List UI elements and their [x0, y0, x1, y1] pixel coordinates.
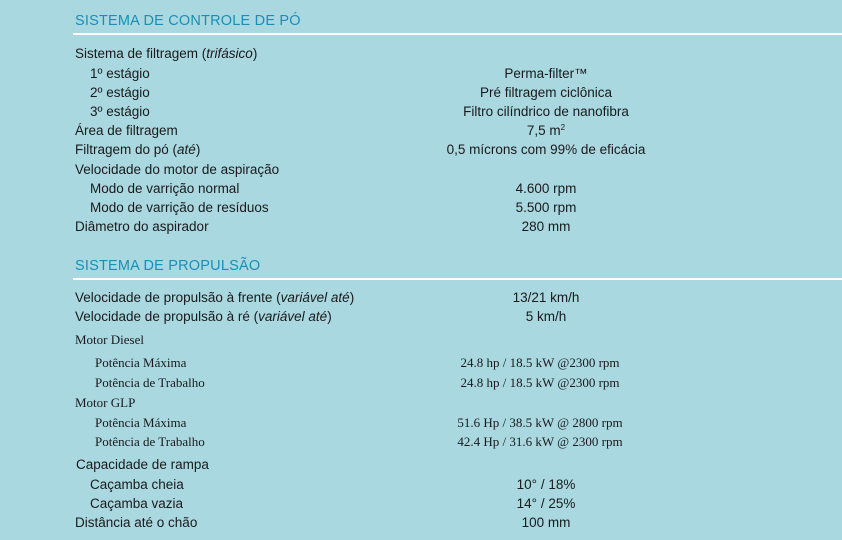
spec-value: 13/21 km/h [512, 290, 580, 305]
spec-label: Caçamba vazia [90, 496, 184, 511]
spec-label: Velocidade de propulsão à ré (variável até) [75, 309, 332, 324]
spec-label: 1º estágio [90, 66, 150, 81]
spec-value: Filtro cilíndrico de nanofibra [463, 104, 629, 119]
spec-value: 4.600 rpm [515, 181, 577, 196]
spec-label: Distância até o chão [75, 515, 198, 530]
spec-row-hopper-full [0, 477, 842, 496]
spec-label: Área de filtragem [75, 123, 178, 138]
spec-row-glp-max-power [0, 415, 842, 434]
spec-value: 14° / 25% [516, 496, 576, 511]
spec-value: 42.4 Hp / 31.6 kW @ 2300 rpm [457, 434, 623, 449]
spec-label: Velocidade de propulsão à frente (variável até) [75, 290, 355, 305]
spec-row-normal-mode [0, 181, 842, 200]
spec-row-vacuum-diameter [0, 219, 842, 238]
spec-label: Capacidade de rampa [76, 457, 209, 472]
spec-value: 5 km/h [525, 309, 567, 324]
spec-label: 2º estágio [90, 85, 150, 100]
spec-value: 10° / 18% [516, 477, 576, 492]
spec-label: Velocidade do motor de aspiração [75, 162, 280, 177]
section-divider [73, 33, 842, 35]
spec-label: Modo de varrição de resíduos [90, 200, 269, 215]
spec-row-motor-glp [0, 395, 842, 414]
spec-label: Motor Diesel [75, 332, 144, 347]
spec-value: Pré filtragem ciclônica [479, 85, 613, 100]
section-divider [73, 278, 842, 280]
spec-label: Potência de Trabalho [95, 434, 205, 449]
spec-value: 24.8 hp / 18.5 kW @2300 rpm [460, 375, 620, 390]
spec-row-glp-work-power [0, 434, 842, 453]
spec-row-diesel-max-power [0, 355, 842, 374]
section-title-propulsion: SISTEMA DE PROPULSÃO [75, 258, 261, 274]
spec-label: Potência Máxima [95, 355, 187, 370]
spec-value: 24.8 hp / 18.5 kW @2300 rpm [460, 355, 620, 370]
spec-label: Caçamba cheia [90, 477, 184, 492]
spec-row-dust-filtering [0, 142, 842, 161]
spec-row-stage-2 [0, 85, 842, 104]
spec-row-motor-diesel [0, 332, 842, 351]
spec-label: Potência de Trabalho [95, 375, 205, 390]
spec-value: 0,5 mícrons com 99% de eficácia [446, 142, 646, 157]
spec-row-ramp-capacity [0, 457, 842, 476]
spec-value: 5.500 rpm [515, 200, 577, 215]
spec-value: 51.6 Hp / 38.5 kW @ 2800 rpm [457, 415, 623, 430]
spec-value: 7,5 $m^2$ [526, 123, 566, 138]
spec-label: Diâmetro do aspirador [75, 219, 209, 234]
spec-value: Perma-filter™ [504, 66, 588, 81]
spec-row-hopper-empty [0, 496, 842, 515]
spec-row-vacuum-motor-speed [0, 162, 842, 181]
spec-label: Motor GLP [75, 395, 136, 410]
spec-label: 3º estágio [90, 104, 150, 119]
spec-value: 280 mm [521, 219, 571, 234]
spec-label: Potência Máxima [95, 415, 187, 430]
spec-row-reverse-speed [0, 309, 842, 328]
spec-label: Modo de varrição normal [90, 181, 240, 196]
spec-label: Sistema de filtragem (trifásico) [75, 46, 258, 61]
spec-row-stage-3 [0, 104, 842, 123]
spec-row-forward-speed [0, 290, 842, 309]
spec-row-debris-mode [0, 200, 842, 219]
spec-row-diesel-work-power [0, 375, 842, 394]
spec-label: Filtragem do pó (até) [75, 142, 201, 157]
spec-value: 100 mm [521, 515, 571, 530]
spec-row-stage-1 [0, 66, 842, 85]
spec-row-filter-area [0, 123, 842, 142]
spec-row-filtering-system [0, 46, 842, 65]
spec-row-ground-clearance [0, 515, 842, 534]
section-title-dust-control: SISTEMA DE CONTROLE DE PÓ [75, 13, 301, 29]
